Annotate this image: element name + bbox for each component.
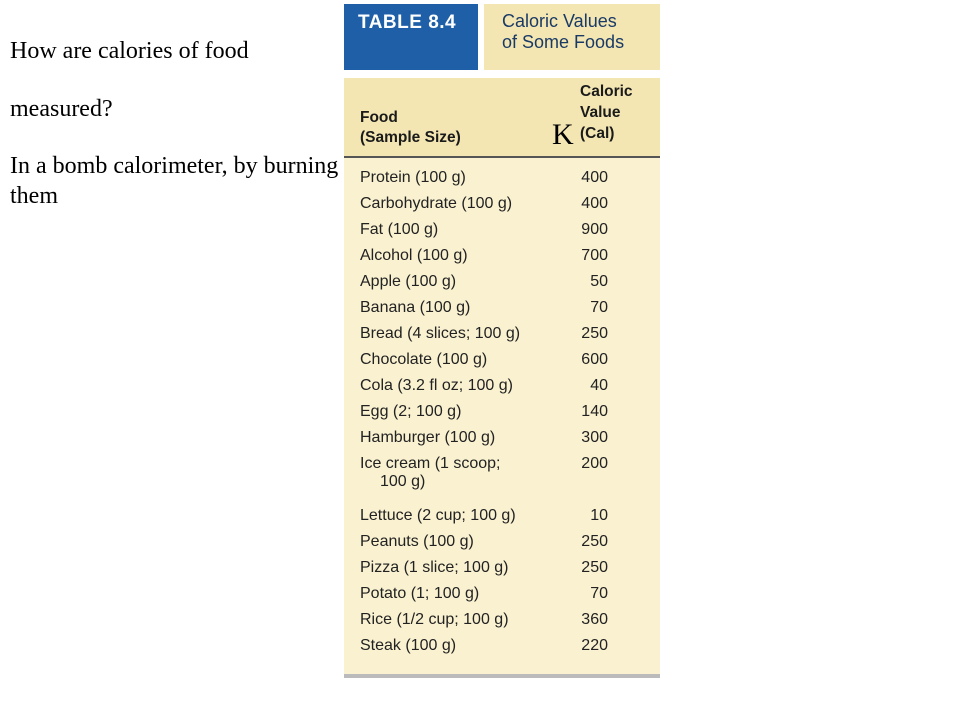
caloric-value-cell: 250 (581, 533, 608, 550)
food-cell (360, 429, 495, 447)
caloric-value-cell: 220 (581, 637, 608, 654)
food-cell (360, 637, 456, 655)
question-line-2: measured? (10, 96, 113, 122)
food-cell (360, 247, 468, 265)
caloric-value-cell: 200 (581, 455, 608, 472)
table-row (344, 246, 660, 272)
caloric-value-cell: 250 (581, 325, 608, 342)
table-row (344, 402, 660, 428)
column-header-food (360, 108, 461, 148)
caloric-value-cell: 70 (590, 299, 608, 316)
caloric-value-cell: 600 (581, 351, 608, 368)
table-row (344, 454, 660, 506)
food-cell (360, 533, 474, 551)
food-name: Carbohydrate (100 g) (360, 195, 513, 212)
table-row (344, 298, 660, 324)
table-row (344, 168, 660, 194)
question-line-1: How are calories of food (10, 38, 249, 64)
table-row (344, 324, 660, 350)
caloric-value-cell: 400 (581, 195, 608, 212)
food-cell (360, 455, 501, 491)
table-title-line-2: of Some Foods (502, 32, 625, 52)
caloric-value-cell: 360 (581, 611, 608, 628)
food-name: Hamburger (100 g) (360, 429, 496, 446)
caloric-value-cell: 700 (581, 247, 608, 264)
food-cell (360, 507, 516, 525)
food-name: Lettuce (2 cup; 100 g) (360, 507, 516, 524)
caloric-value-cell: 50 (590, 273, 608, 290)
food-name: Peanuts (100 g) (360, 533, 474, 550)
caloric-values-table (344, 0, 660, 720)
food-name: Chocolate (100 g) (360, 351, 488, 368)
food-name: Rice (1/2 cup; 100 g) (360, 611, 509, 628)
column-header-food-line-2: (Sample Size) (360, 129, 461, 146)
table-row (344, 428, 660, 454)
food-cell (360, 403, 461, 421)
table-row (344, 610, 660, 636)
column-header-cal-line-1: Caloric (580, 83, 633, 100)
food-cell (360, 559, 509, 577)
food-name: Protein (100 g) (360, 169, 466, 186)
food-cell (360, 351, 487, 369)
table-row (344, 272, 660, 298)
table-row (344, 376, 660, 402)
table-row (344, 584, 660, 610)
food-name: Fat (100 g) (360, 221, 439, 238)
caloric-value-cell: 300 (581, 429, 608, 446)
food-name-continued: 100 g) (380, 473, 426, 490)
caloric-value-cell: 140 (581, 403, 608, 420)
food-name: Apple (100 g) (360, 273, 457, 290)
table-label: TABLE 8.4 (344, 4, 478, 70)
food-cell (360, 611, 509, 629)
caloric-value-cell: 400 (581, 169, 608, 186)
food-name: Ice cream (1 scoop; (360, 455, 501, 472)
table-row (344, 636, 660, 662)
food-name: Egg (2; 100 g) (360, 403, 462, 420)
food-cell (360, 169, 466, 187)
food-name: Steak (100 g) (360, 637, 457, 654)
column-headers (344, 78, 660, 158)
food-name: Banana (100 g) (360, 299, 471, 316)
food-cell (360, 299, 470, 317)
food-cell (360, 221, 438, 239)
food-cell (360, 195, 512, 213)
caloric-value-cell: 70 (590, 585, 608, 602)
column-header-cal-line-2: Value (580, 104, 621, 121)
caloric-value-cell: 900 (581, 221, 608, 238)
table-body (344, 158, 660, 678)
caloric-value-cell: 10 (590, 507, 608, 524)
table-header (344, 4, 660, 70)
table-row (344, 194, 660, 220)
food-name: Potato (1; 100 g) (360, 585, 480, 602)
food-cell (360, 585, 479, 603)
food-name: Alcohol (100 g) (360, 247, 468, 264)
food-cell (360, 377, 513, 395)
food-cell (360, 273, 456, 291)
caloric-value-cell: 40 (590, 377, 608, 394)
column-header-cal-line-3: (Cal) (580, 125, 615, 142)
table-row (344, 350, 660, 376)
caloric-value-cell: 250 (581, 559, 608, 576)
table-title-line-1: Caloric Values (502, 11, 617, 31)
food-name: Bread (4 slices; 100 g) (360, 325, 521, 342)
annotation-k: K (552, 118, 574, 151)
table-rows (344, 158, 660, 662)
column-header-food-line-1: Food (360, 109, 398, 126)
food-name: Pizza (1 slice; 100 g) (360, 559, 509, 576)
food-cell (360, 325, 520, 343)
table-row (344, 220, 660, 246)
column-header-caloric-value (580, 81, 633, 144)
answer-text: In a bomb calorimeter, by burning them (10, 153, 339, 209)
food-name: Cola (3.2 fl oz; 100 g) (360, 377, 513, 394)
table-title (484, 4, 660, 70)
table-row (344, 506, 660, 532)
table-row (344, 558, 660, 584)
table-row (344, 532, 660, 558)
